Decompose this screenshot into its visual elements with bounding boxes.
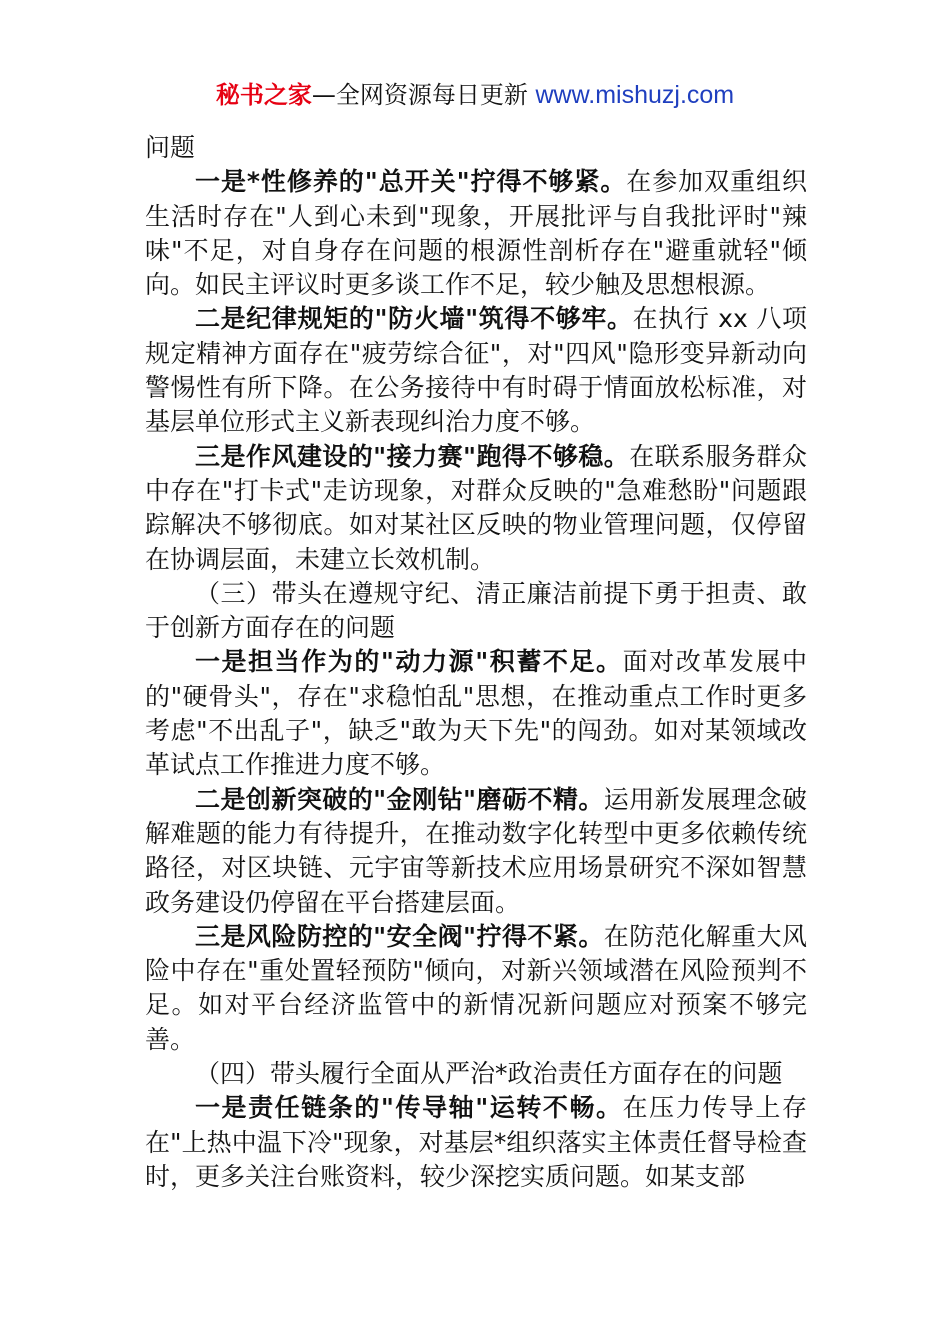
site-url-link[interactable]: www.mishuzj.com	[535, 81, 735, 109]
paragraph-point	[145, 920, 807, 1057]
paragraph-continuation: 问题	[145, 133, 196, 162]
section-heading: （三）带头在遵规守纪、清正廉洁前提下勇于担责、敢于创新方面存在的问题	[145, 578, 807, 643]
paragraph-point	[145, 440, 807, 577]
paragraph-lead: 三是作风建设的"接力赛"跑得不够稳。	[195, 441, 630, 471]
paragraph-lead: 一是责任链条的"传导轴"运转不畅。	[195, 1093, 623, 1123]
paragraph-lead: 二是纪律规矩的"防火墙"筑得不够牢。	[195, 304, 633, 334]
paragraph-lead: 三是风险防控的"安全阀"拧得不紧。	[195, 921, 604, 951]
site-tagline: —全网资源每日更新	[311, 81, 536, 109]
paragraph-text: 在执行 xx 八项规定精神方面存在"疲劳综合征"，对"四风"隐形变异新动向警惕性有所下降。在公务接待中有时碍于情面放松标准，对基层单位形式主义新表现纠治力度不够。	[145, 304, 808, 437]
page-header	[0, 78, 950, 112]
paragraph-point	[145, 645, 807, 782]
section-heading: （四）带头履行全面从严治*政治责任方面存在的问题	[195, 1059, 783, 1089]
paragraph-text: 在压力传导上存在"上热中温下冷"现象，对基层*组织落实主体责任督导检查时，更多关注台账资料，较少深挖实质问题。如某支部	[145, 1093, 807, 1191]
paragraph-text: 在联系服务群众中存在"打卡式"走访现象，对群众反映的"急难愁盼"问题跟踪解决不够彻底。如对某社区反映的物业管理问题，仅停留在协调层面，未建立长效机制。	[145, 441, 807, 574]
paragraph-text: 运用新发展理念破解难题的能力有待提升，在推动数字化转型中更多依赖传统路径，对区块链、元宇宙等新技术应用场景研究不深如智慧政务建设仍停留在平台搭建层面。	[145, 784, 807, 917]
paragraph-point	[145, 1091, 807, 1194]
paragraph-text: 在防范化解重大风险中存在"重处置轻预防"倾向，对新兴领域潜在风险预判不足。如对平台经济监管中的新情况新问题应对预案不够完善。	[145, 921, 807, 1054]
paragraph-point	[145, 783, 807, 920]
paragraph-point	[145, 165, 807, 302]
paragraph-lead: 一是*性修养的"总开关"拧得不够紧。	[195, 167, 627, 197]
paragraph-text: 面对改革发展中的"硬骨头"，存在"求稳怕乱"思想，在推动重点工作时更多考虑"不出乱子"，缺乏"敢为天下先"的闯劲。如对某领域改革试点工作推进力度不够。	[145, 647, 807, 780]
paragraph-lead: 一是担当作为的"动力源"积蓄不足。	[195, 647, 623, 677]
paragraph-text: 在参加双重组织生活时存在"人到心未到"现象，开展批评与自我批评时"辣味"不足，对自身存在问题的根源性剖析存在"避重就轻"倾向。如民主评议时更多谈工作不足，较少触及思想根源。	[145, 167, 807, 300]
paragraph-lead: 二是创新突破的"金刚钻"磨砺不精。	[195, 784, 604, 814]
site-name: 秘书之家	[215, 81, 312, 109]
paragraph-point	[145, 302, 807, 439]
document-body	[145, 131, 807, 1194]
